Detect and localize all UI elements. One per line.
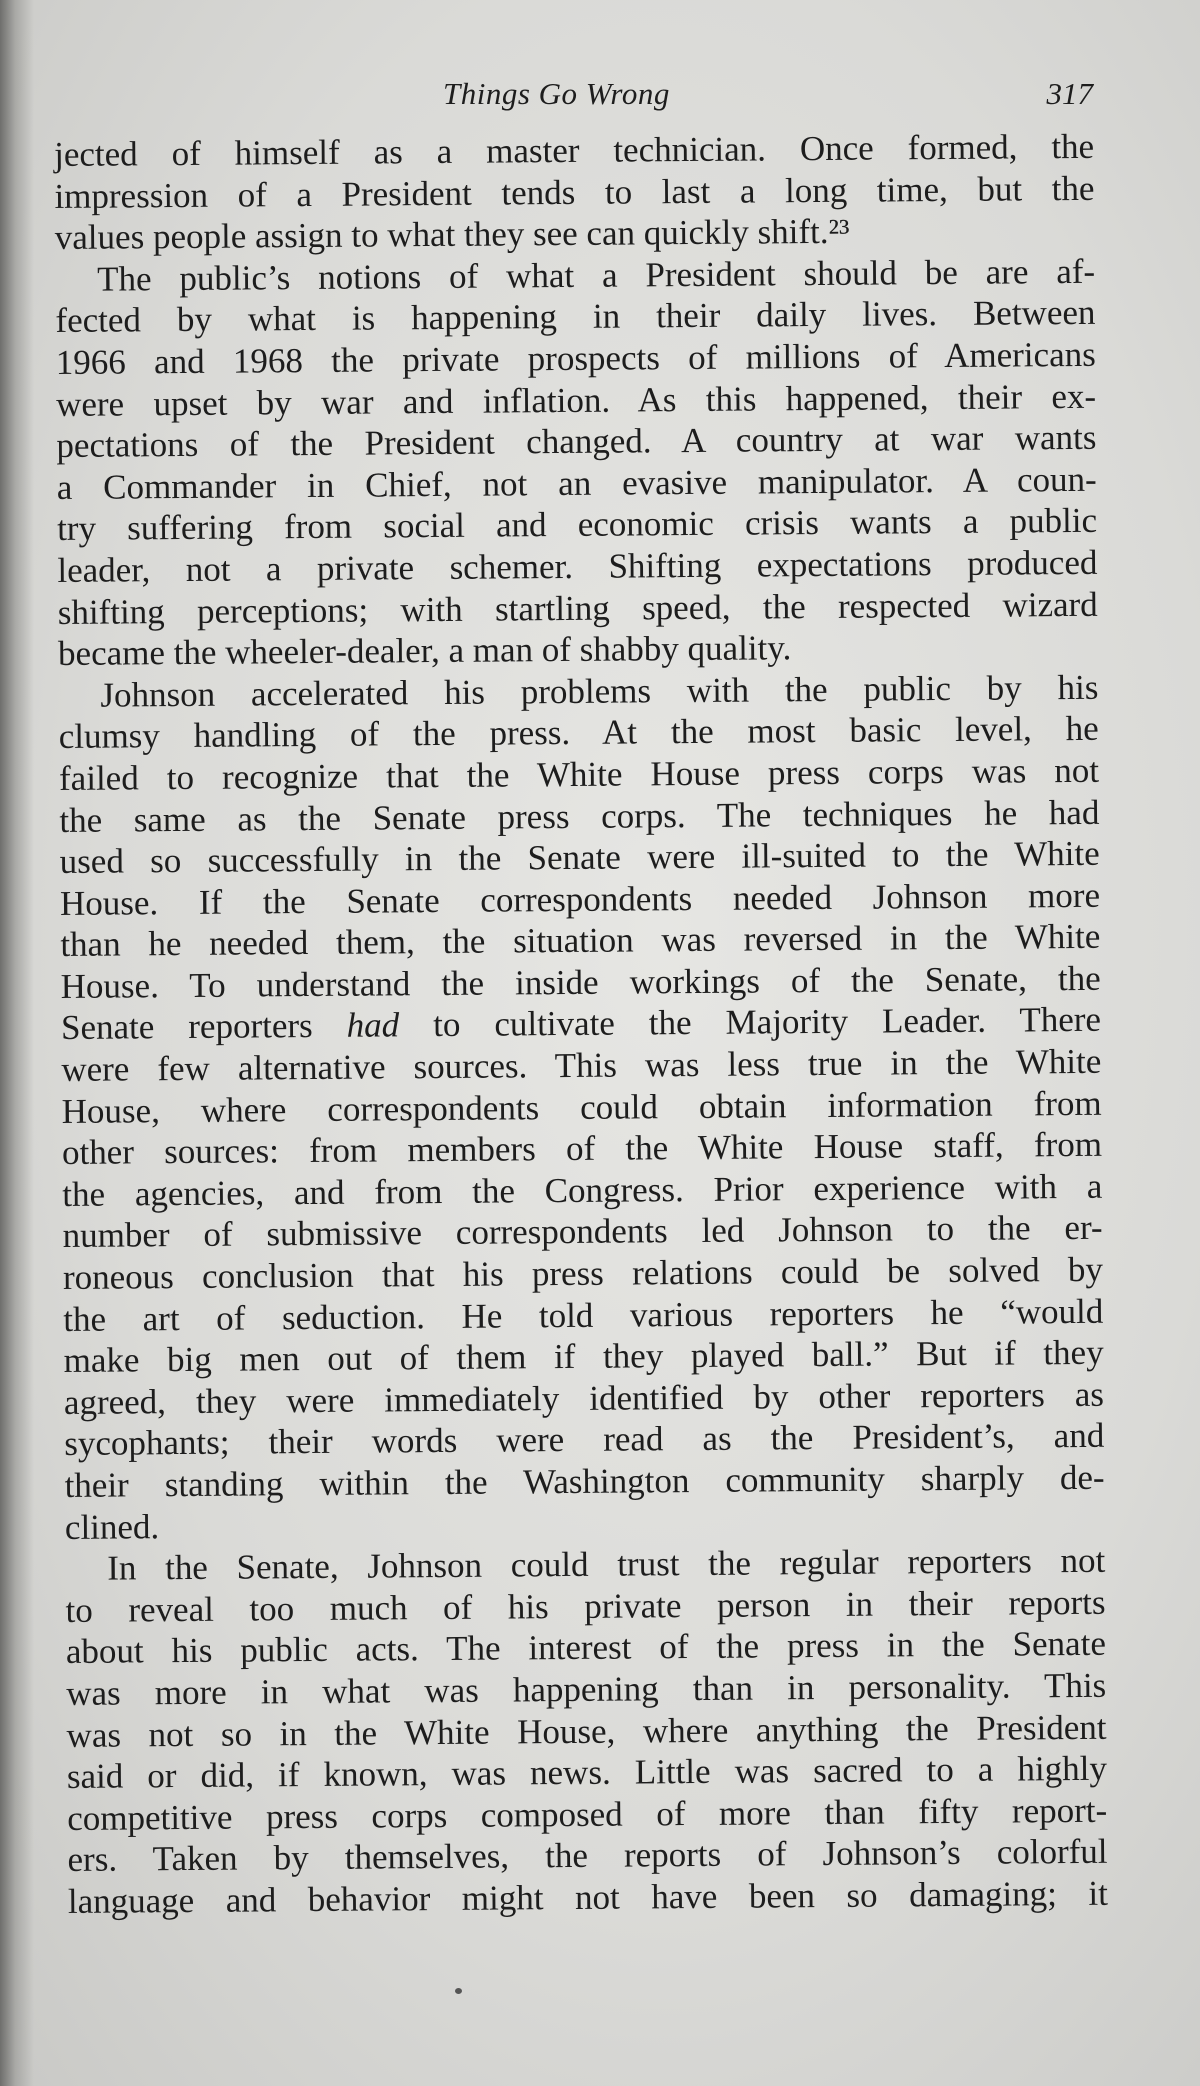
- running-title: Things Go Wrong: [443, 76, 670, 111]
- text-line: agreed, they were immediately identified by other reporters as: [63, 1374, 1105, 1422]
- text-line: House. To understand the inside workings of the Senate, the: [60, 958, 1101, 1006]
- ink-speck: [455, 1988, 462, 1994]
- text-line: said or did, if known, was news. Little was sacred to a highly: [66, 1748, 1108, 1797]
- text-line: shifting perceptions; with startling speed, the respected wizard: [57, 584, 1098, 632]
- text-line: House. If the Senate correspondents needed Johnson more: [59, 875, 1101, 923]
- text-line: failed to recognize that the White House press corps was not: [58, 750, 1100, 798]
- text-line: language and behavior might not have been so damaging; it: [67, 1873, 1109, 1921]
- running-head: [58, 76, 1093, 116]
- text-line: In the Senate, Johnson could trust the regular reporters not: [107, 1540, 1106, 1588]
- text-line: roneous conclusion that his press relations could be solved by: [62, 1249, 1104, 1297]
- text-line: try suffering from social and economic crisis wants a public: [56, 501, 1098, 549]
- text-line: Johnson accelerated his problems with the public by his: [100, 667, 1099, 715]
- text-line: were few alternative sources. This was less true in the White: [61, 1041, 1102, 1090]
- text-line: number of submissive correspondents led Johnson to the er-: [62, 1208, 1103, 1256]
- text-line: competitive press corps composed of more than fifty report-: [67, 1790, 1108, 1838]
- text-line: Senate reporters had to cultivate the Majority Leader. There: [60, 1000, 1102, 1048]
- text-line: was not so in the White House, where anything the President: [66, 1707, 1107, 1755]
- page-number: 317: [1046, 76, 1093, 111]
- body-text: [54, 126, 1108, 1923]
- text-line: used so successfully in the Senate were ill-suited to the White: [59, 833, 1100, 882]
- text-line: make big men out of them if they played ball.” But if they: [63, 1333, 1104, 1381]
- text-line: fected by what is happening in their daily lives. Between: [55, 293, 1096, 341]
- text-line: values people assign to what they see can quickly shift.²³: [54, 211, 850, 258]
- text-line: leader, not a private schemer. Shifting expectations produced: [57, 542, 1098, 590]
- text-line: their standing within the Washington community sharply de-: [64, 1457, 1105, 1505]
- text-line: clined.: [64, 1506, 160, 1547]
- text-line: impression of a President tends to last a long time, but the: [54, 168, 1095, 216]
- text-line: pectations of the President changed. A country at war wants: [56, 417, 1097, 466]
- text-line: sycophants; their words were read as the President’s, and: [64, 1416, 1105, 1464]
- text-line: to reveal too much of his private person in their reports: [65, 1582, 1106, 1630]
- text-line: about his public acts. The interest of the press in the Senate: [65, 1624, 1107, 1672]
- text-line: The public’s notions of what a President should be are af-: [96, 251, 1096, 299]
- text-line: ers. Taken by themselves, the reports of Johnson’s colorful: [67, 1832, 1108, 1880]
- text-line: the art of seduction. He told various reporters he “would: [63, 1291, 1104, 1339]
- text-line: House, where correspondents could obtain information from: [61, 1083, 1102, 1131]
- text-line: was more in what was happening than in personality. This: [66, 1665, 1107, 1713]
- text-line: the same as the Senate press corps. The techniques he had: [59, 792, 1100, 840]
- text-line: 1966 and 1968 the private prospects of millions of Americans: [55, 334, 1096, 382]
- text-line: the agencies, and from the Congress. Prior experience with a: [62, 1166, 1103, 1214]
- text-line: other sources: from members of the White House staff, from: [61, 1125, 1103, 1173]
- text-line: than he needed them, the situation was reversed in the White: [60, 917, 1101, 965]
- text-line: were upset by war and inflation. As this happened, their ex-: [55, 376, 1097, 424]
- text-line: jected of himself as a master technician. Once formed, the: [54, 126, 1095, 174]
- text-line: became the wheeler-dealer, a man of shabby quality.: [57, 628, 792, 674]
- text-line: a Commander in Chief, not an evasive manipulator. A coun-: [56, 459, 1097, 507]
- spine-shadow: [0, 0, 34, 2086]
- text-line: clumsy handling of the press. At the most basic level, he: [58, 709, 1099, 757]
